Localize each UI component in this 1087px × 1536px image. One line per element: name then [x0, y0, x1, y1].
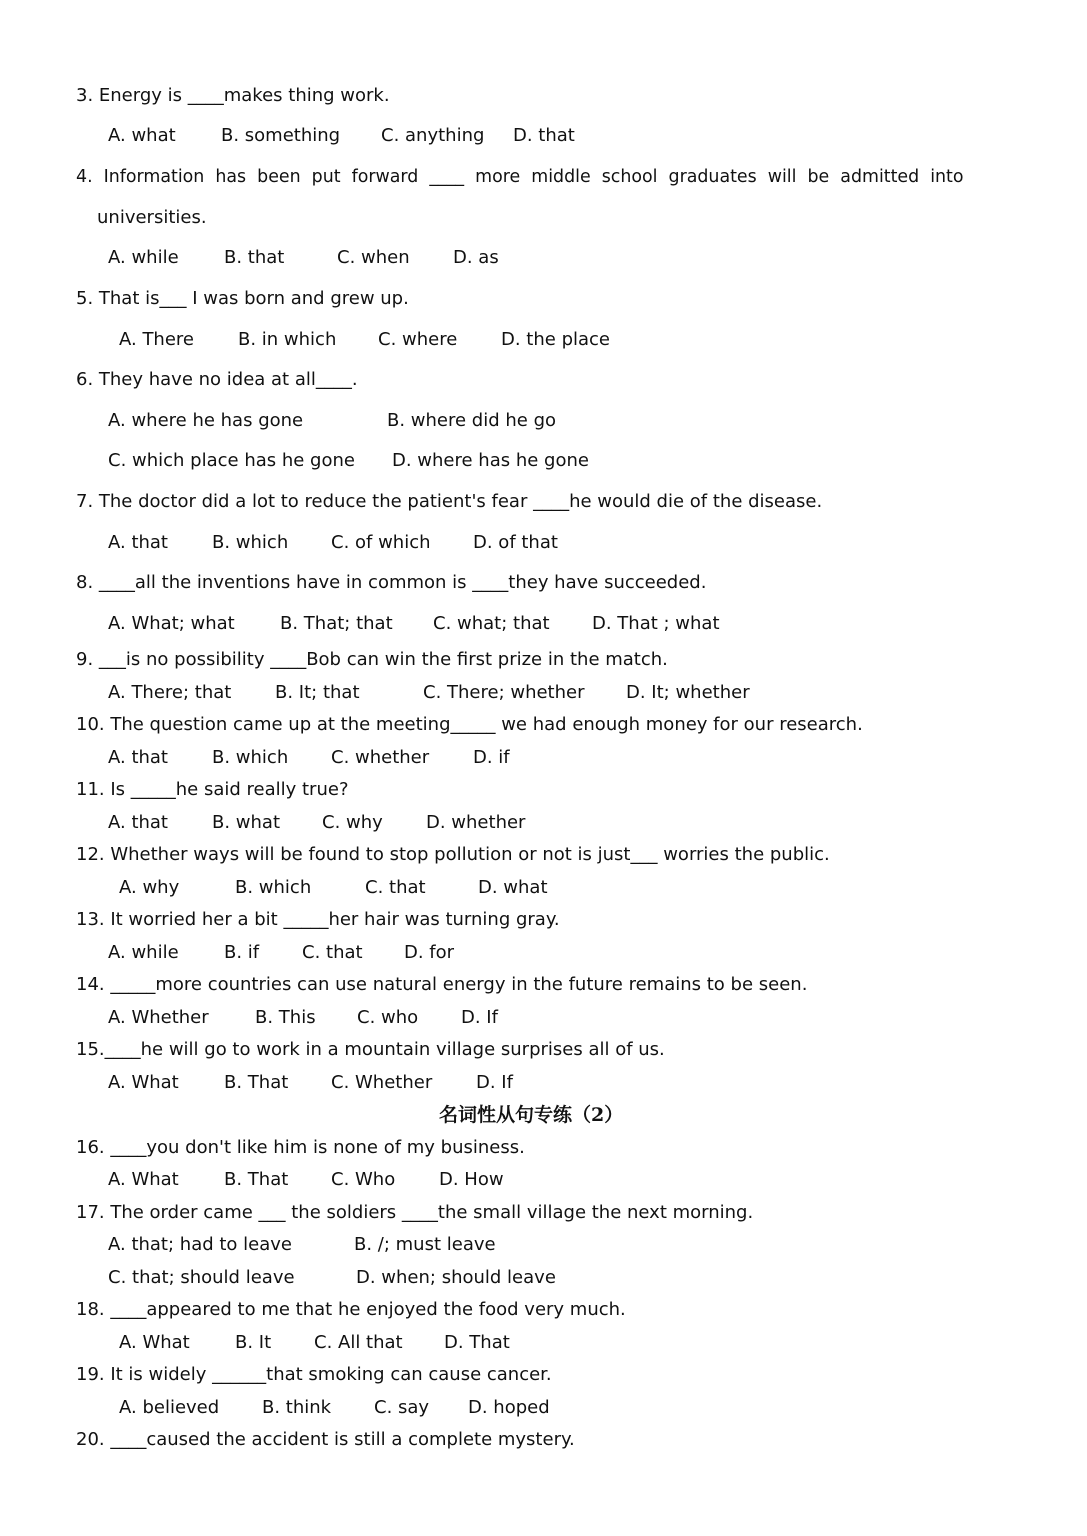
question-7: 7. The doctor did a lot to reduce the patient's fear ____he would die of the disease. — [76, 491, 823, 512]
option-c: C. that — [365, 877, 426, 898]
option-b: B. It; that — [275, 682, 360, 703]
question-15: 15.____he will go to work in a mountain village surprises all of us. — [76, 1039, 665, 1060]
option-a: A. What — [108, 1072, 179, 1093]
option-b: B. which — [212, 532, 289, 553]
option-c: C. All that — [314, 1332, 403, 1353]
question-11: 11. Is _____he said really true? — [76, 779, 349, 800]
option-d: D. the place — [501, 329, 610, 350]
option-a: A. that — [108, 747, 168, 768]
option-c: C. whether — [331, 747, 430, 768]
option-a: A. What — [108, 1169, 179, 1190]
option-b: B. in which — [238, 329, 337, 350]
question-19: 19. It is widely ______that smoking can cause cancer. — [76, 1364, 552, 1385]
option-c: C. that; should leave — [108, 1267, 295, 1288]
option-d: D. How — [439, 1169, 504, 1190]
option-a: A. why — [119, 877, 180, 898]
option-b: B. That — [224, 1072, 289, 1093]
option-d: D. hoped — [468, 1397, 550, 1418]
option-b: B. It — [235, 1332, 272, 1353]
option-d: D. That — [444, 1332, 510, 1353]
option-c: C. Whether — [331, 1072, 433, 1093]
question-3: 3. Energy is ____makes thing work. — [76, 85, 390, 106]
option-b: B. that — [224, 247, 285, 268]
section-heading: 名词性从句专练（2） — [439, 1104, 624, 1126]
option-d: D. If — [461, 1007, 498, 1028]
option-b: B. This — [255, 1007, 316, 1028]
option-d: D. for — [404, 942, 455, 963]
option-c: C. of which — [331, 532, 431, 553]
option-d: D. that — [513, 125, 575, 146]
question-14: 14. _____more countries can use natural energy in the future remains to be seen. — [76, 974, 808, 995]
question-5: 5. That is___ I was born and grew up. — [76, 288, 409, 309]
option-a: A. There; that — [108, 682, 232, 703]
question-8: 8. ____all the inventions have in common is ____they have succeeded. — [76, 572, 707, 593]
option-b: B. which — [212, 747, 289, 768]
option-c: C. who — [357, 1007, 419, 1028]
option-a: A. believed — [119, 1397, 220, 1418]
option-c: C. that — [302, 942, 363, 963]
option-c: C. why — [322, 812, 383, 833]
option-d: D. If — [476, 1072, 513, 1093]
question-9: 9. ___is no possibility ____Bob can win the first prize in the match. — [76, 649, 668, 670]
option-d: D. whether — [426, 812, 526, 833]
option-c: C. what; that — [433, 613, 550, 634]
option-d: D. It; whether — [626, 682, 750, 703]
option-a: A. There — [119, 329, 194, 350]
option-b: B. think — [262, 1397, 332, 1418]
option-b: B. what — [212, 812, 281, 833]
option-c: C. There; whether — [423, 682, 585, 703]
question-13: 13. It worried her a bit _____her hair was turning gray. — [76, 909, 560, 930]
option-a: A. that; had to leave — [108, 1234, 292, 1255]
option-d: D. if — [473, 747, 510, 768]
question-10: 10. The question came up at the meeting_____ we had enough money for our research. — [76, 714, 863, 735]
option-b: B. /; must leave — [354, 1234, 496, 1255]
option-d: D. as — [453, 247, 499, 268]
option-a: A. What; what — [108, 613, 235, 634]
question-18: 18. ____appeared to me that he enjoyed the food very much. — [76, 1299, 626, 1320]
option-d: D. when; should leave — [356, 1267, 556, 1288]
option-a: A. that — [108, 532, 168, 553]
question-16: 16. ____you don't like him is none of my business. — [76, 1137, 525, 1158]
option-a: A. what — [108, 125, 176, 146]
option-b: B. something — [221, 125, 341, 146]
option-b: B. which — [235, 877, 312, 898]
option-c: C. say — [374, 1397, 430, 1418]
option-a: A. What — [119, 1332, 190, 1353]
option-d: D. of that — [473, 532, 558, 553]
option-c: C. Who — [331, 1169, 396, 1190]
option-c: C. where — [378, 329, 458, 350]
option-a: A. that — [108, 812, 168, 833]
option-b: B. That; that — [280, 613, 393, 634]
option-a: A. while — [108, 247, 179, 268]
option-d: D. where has he gone — [392, 450, 589, 471]
option-c: C. when — [337, 247, 410, 268]
question-12: 12. Whether ways will be found to stop pollution or not is just___ worries the public. — [76, 844, 830, 865]
question-4: 4. Information has been put forward ____ more middle school graduates will be admitted into — [76, 167, 964, 187]
question-6: 6. They have no idea at all____. — [76, 369, 358, 390]
option-a: A. Whether — [108, 1007, 209, 1028]
option-a: A. while — [108, 942, 179, 963]
option-d: D. what — [478, 877, 548, 898]
option-b: B. where did he go — [387, 410, 557, 431]
question-4-continued: universities. — [97, 207, 207, 228]
option-b: B. That — [224, 1169, 289, 1190]
option-c: C. which place has he gone — [108, 450, 355, 471]
option-a: A. where he has gone — [108, 410, 304, 431]
question-17: 17. The order came ___ the soldiers ____the small village the next morning. — [76, 1202, 754, 1223]
option-d: D. That ; what — [592, 613, 720, 634]
question-20: 20. ____caused the accident is still a complete mystery. — [76, 1429, 575, 1450]
option-c: C. anything — [381, 125, 485, 146]
option-b: B. if — [224, 942, 260, 963]
